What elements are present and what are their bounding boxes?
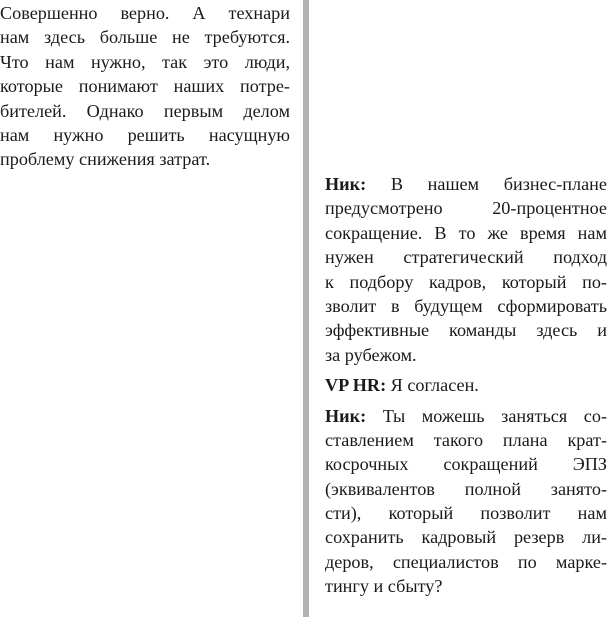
text-line: косрочных сокращений ЭПЗ: [325, 454, 607, 475]
text-line: ставлением такого плана крат-: [325, 429, 607, 450]
speaker-label: VP HR:: [325, 375, 387, 396]
text-fragment: Я согласен.: [386, 375, 479, 396]
text-line: (эквивалентов полной занято-: [325, 478, 607, 499]
text-line: зволит в будущем сформировать: [325, 295, 607, 316]
text-line: нам здесь больше не требуются.: [0, 27, 290, 48]
text-line: [325, 373, 607, 397]
text-line: нам нужно решить насущную: [0, 124, 290, 145]
text-line: деров, специалистов по марке-: [325, 551, 607, 572]
text-line: Что нам нужно, так это люди,: [0, 51, 290, 72]
text-line: за рубежом.: [325, 344, 417, 365]
text-line: эффективные команды здесь и: [325, 320, 607, 341]
column-divider-bar: [303, 0, 309, 617]
text-line: проблему снижения затрат.: [0, 149, 211, 170]
text-line: тингу и сбыту?: [325, 576, 443, 597]
text-line: нужен стратегический подход: [325, 247, 607, 268]
text-line: [325, 172, 607, 196]
text-fragment: Ты можешь заняться со-: [366, 405, 607, 426]
text-line: Совершенно верно. А технари: [0, 3, 290, 23]
text-line: к подбору кадров, который по-: [325, 271, 607, 292]
text-line: которые понимают наших потре-: [0, 76, 290, 97]
text-line: сохранить кадровый резерв ли-: [325, 527, 607, 548]
text-line: сти), который позволит нам: [325, 503, 607, 524]
dialogue-paragraph-vp-hr: [325, 373, 607, 397]
text-line: бителей. Однако первым делом: [0, 100, 290, 121]
right-column-dialogue: [325, 172, 607, 605]
speaker-label: Ник:: [325, 405, 367, 426]
dialogue-paragraph-nick-2: [325, 404, 607, 599]
text-line: [325, 404, 607, 428]
dialogue-paragraph-nick-1: [325, 172, 607, 367]
speaker-label: Ник:: [325, 174, 367, 194]
text-fragment: В нашем бизнес-плане: [366, 174, 607, 194]
text-line: предусмотрено 20-процентное: [325, 198, 607, 219]
text-line: сокращение. В то же время нам: [325, 222, 607, 243]
left-column-text: [0, 1, 290, 172]
